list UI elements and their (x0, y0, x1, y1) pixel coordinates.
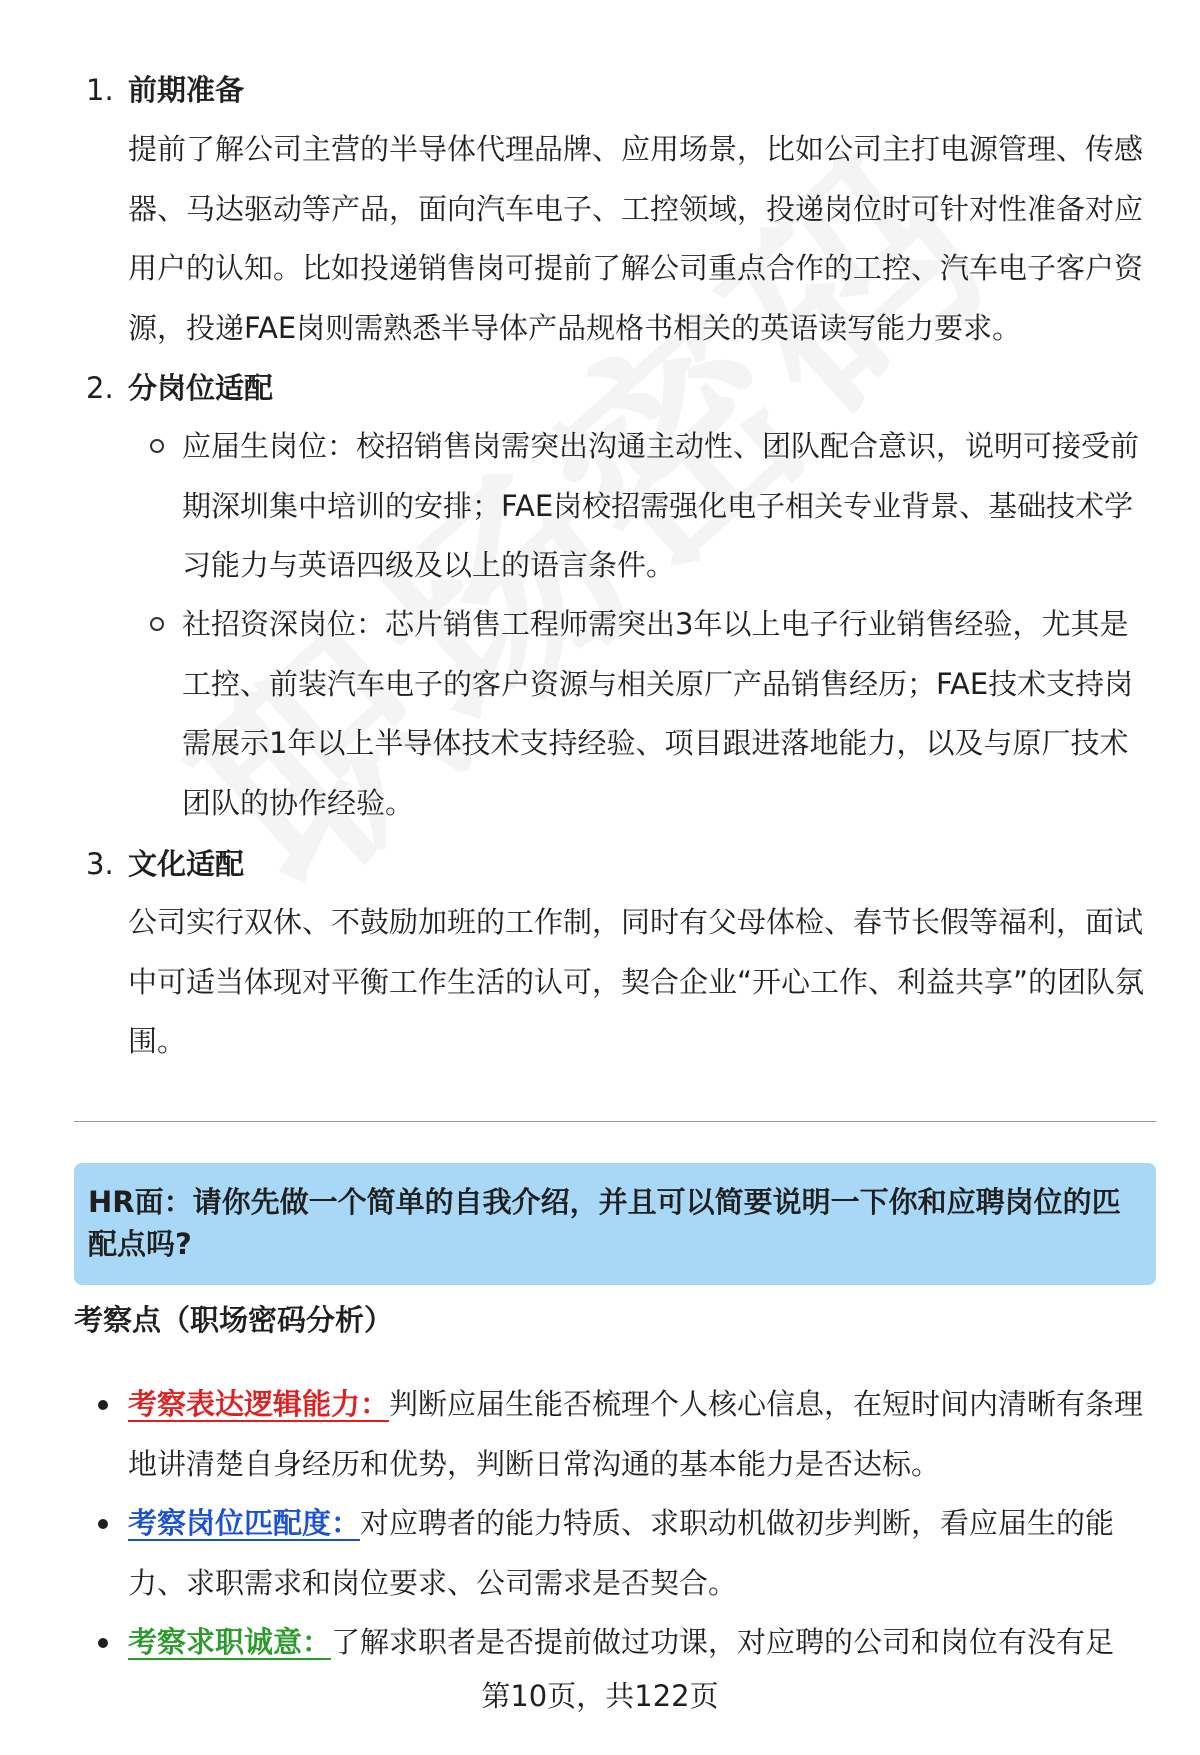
point-text: 对应聘者的能力特质、求职动机做初步判断，看应届生的能力、求职需求和岗位要求、公司需求是否契合。 (128, 1506, 1115, 1600)
sub-item: 社招资深岗位：芯片销售工程师需突出3年以上电子行业销售经验，尤其是工控、前装汽车电子的客户资源与相关原厂产品销售经历；FAE技术支持岗需展示1年以上半导体技术支持经验、项目跟进落地能力，以及与原厂技术团队的协作经验。 (182, 607, 1134, 820)
hollow-bullet-icon (150, 439, 164, 453)
section-number: 1. (86, 73, 114, 107)
sub-item: 应届生岗位：校招销售岗需突出沟通主动性、团队配合意识，说明可接受前期深圳集中培训的安排；FAE岗校招需强化电子相关专业背景、基础技术学习能力与英语四级及以上的语言条件。 (182, 429, 1140, 582)
point-text: 了解求职者是否提前做过功课，对应聘的公司和岗位有没有足 (331, 1625, 1115, 1659)
section-title: 分岗位适配 (128, 371, 274, 405)
section-number: 2. (86, 371, 114, 405)
point-text: 判断应届生能否梳理个人核心信息，在短时间内清晰有条理地讲清楚自身经历和优势，判断日常沟通的基本能力是否达标。 (128, 1387, 1144, 1481)
divider (74, 1121, 1156, 1122)
section-title: 文化适配 (128, 847, 245, 881)
analysis-point (128, 1494, 1148, 1613)
section-body: 提前了解公司主营的半导体代理品牌、应用场景，比如公司主打电源管理、传感器、马达驱动等产品，面向汽车电子、工控领域，投递岗位时可针对性准备对应用户的认知。比如投递销售岗可提前了解公司重点合作的工控、汽车电子客户资源，投递FAE岗则需熟悉半导体产品规格书相关的英语读写能力要求。 (128, 132, 1144, 345)
hr-question: HR面：请你先做一个简单的自我介绍，并且可以简要说明一下你和应聘岗位的匹配点吗? (88, 1185, 1121, 1261)
analysis-point (128, 1613, 1148, 1673)
section-number: 3. (86, 847, 114, 881)
bullet-icon (98, 1519, 108, 1529)
analysis-point (128, 1375, 1148, 1494)
point-label: 考察表达逻辑能力： (128, 1387, 390, 1421)
hr-question-box (74, 1163, 1156, 1285)
page-footer: 第10页，共122页 (481, 1679, 719, 1713)
section-title: 前期准备 (128, 73, 245, 107)
bullet-icon (98, 1638, 108, 1648)
point-label: 考察求职诚意： (128, 1625, 332, 1659)
bullet-icon (98, 1400, 108, 1410)
hollow-bullet-icon (150, 617, 164, 631)
section-body: 公司实行双休、不鼓励加班的工作制，同时有父母体检、春节长假等福利，面试中可适当体现对平衡工作生活的认可，契合企业“开心工作、利益共享”的团队氛围。 (128, 905, 1145, 1058)
analysis-heading: 考察点（职场密码分析） (74, 1303, 394, 1337)
point-label: 考察岗位匹配度： (128, 1506, 361, 1540)
